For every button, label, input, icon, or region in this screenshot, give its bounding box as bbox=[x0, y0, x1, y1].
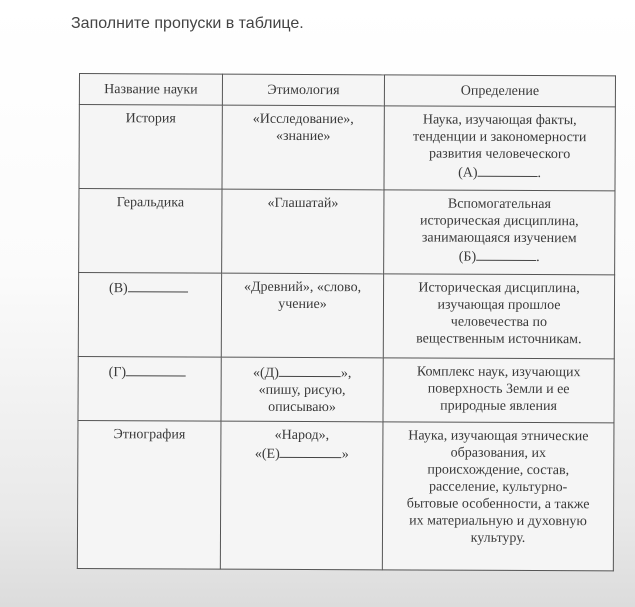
header-definition: Определение bbox=[384, 75, 615, 107]
worksheet-photo bbox=[77, 73, 615, 570]
cell-definition: Историческая дисциплина, изучающая прошлое человечества по вещественным источникам. bbox=[383, 274, 614, 359]
cell-science bbox=[78, 356, 221, 421]
fill-in-blank-v[interactable] bbox=[128, 278, 188, 292]
blank-label-v: (В) bbox=[109, 281, 128, 297]
table-row bbox=[79, 105, 615, 191]
table-header-row bbox=[79, 74, 615, 107]
cell-science bbox=[78, 273, 221, 358]
fill-in-blank-a[interactable] bbox=[478, 163, 538, 177]
header-science-name: Название науки bbox=[79, 74, 222, 106]
blank-label-g: (Г) bbox=[108, 365, 127, 381]
etymology-text: «пишу, рисую, описываю» bbox=[258, 382, 346, 416]
blank-close: » bbox=[341, 447, 349, 463]
etymology-text: «Народ», bbox=[274, 427, 330, 444]
cell-etymology bbox=[221, 357, 383, 422]
table-row bbox=[77, 420, 614, 570]
blank-label-e: «(Е) bbox=[254, 446, 280, 462]
definition-text: Наука, изучающая факты, тенденции и закономерности развития человеческого bbox=[412, 112, 587, 163]
cell-science: Геральдика bbox=[79, 189, 222, 274]
cell-etymology bbox=[220, 421, 383, 570]
task-instruction: Заполните пропуски в таблице. bbox=[71, 15, 304, 32]
fill-in-blank-g[interactable] bbox=[126, 362, 186, 376]
cell-definition bbox=[384, 106, 615, 191]
cell-science: История bbox=[79, 105, 222, 190]
blank-suffix: . bbox=[537, 166, 542, 182]
fill-in-blank-d[interactable] bbox=[279, 363, 341, 377]
table-row bbox=[78, 273, 614, 359]
cell-definition bbox=[384, 190, 615, 275]
cell-etymology: «Исследование», «знание» bbox=[222, 105, 384, 190]
blank-label-a: (А) bbox=[458, 165, 478, 181]
blank-close: », bbox=[340, 366, 352, 382]
fill-in-blank-b[interactable] bbox=[476, 247, 536, 261]
blank-label-d: «(Д) bbox=[252, 365, 279, 381]
cell-etymology: «Древний», «слово, учение» bbox=[221, 273, 383, 358]
definition-text: Вспомогательная историческая дисциплина, занимающаяся изучением bbox=[419, 196, 579, 247]
blank-suffix: . bbox=[536, 249, 540, 266]
fill-in-blank-e[interactable] bbox=[280, 444, 342, 458]
cell-science: Этнография bbox=[77, 420, 221, 569]
blank-label-b: (Б) bbox=[458, 249, 477, 265]
cell-etymology: «Глашатай» bbox=[222, 189, 384, 274]
header-etymology: Этимология bbox=[222, 74, 384, 106]
table-row bbox=[79, 189, 615, 275]
table-row bbox=[78, 356, 614, 422]
science-table bbox=[77, 73, 616, 571]
cell-definition: Комплекс наук, изучающих поверхность Земли и ее природные явления bbox=[383, 358, 614, 423]
cell-definition: Наука, изучающая этнические образования, их происхождение, состав, расселение, культурно- бытовые особенности, а также их материальную и духовную культуру. bbox=[382, 422, 614, 571]
